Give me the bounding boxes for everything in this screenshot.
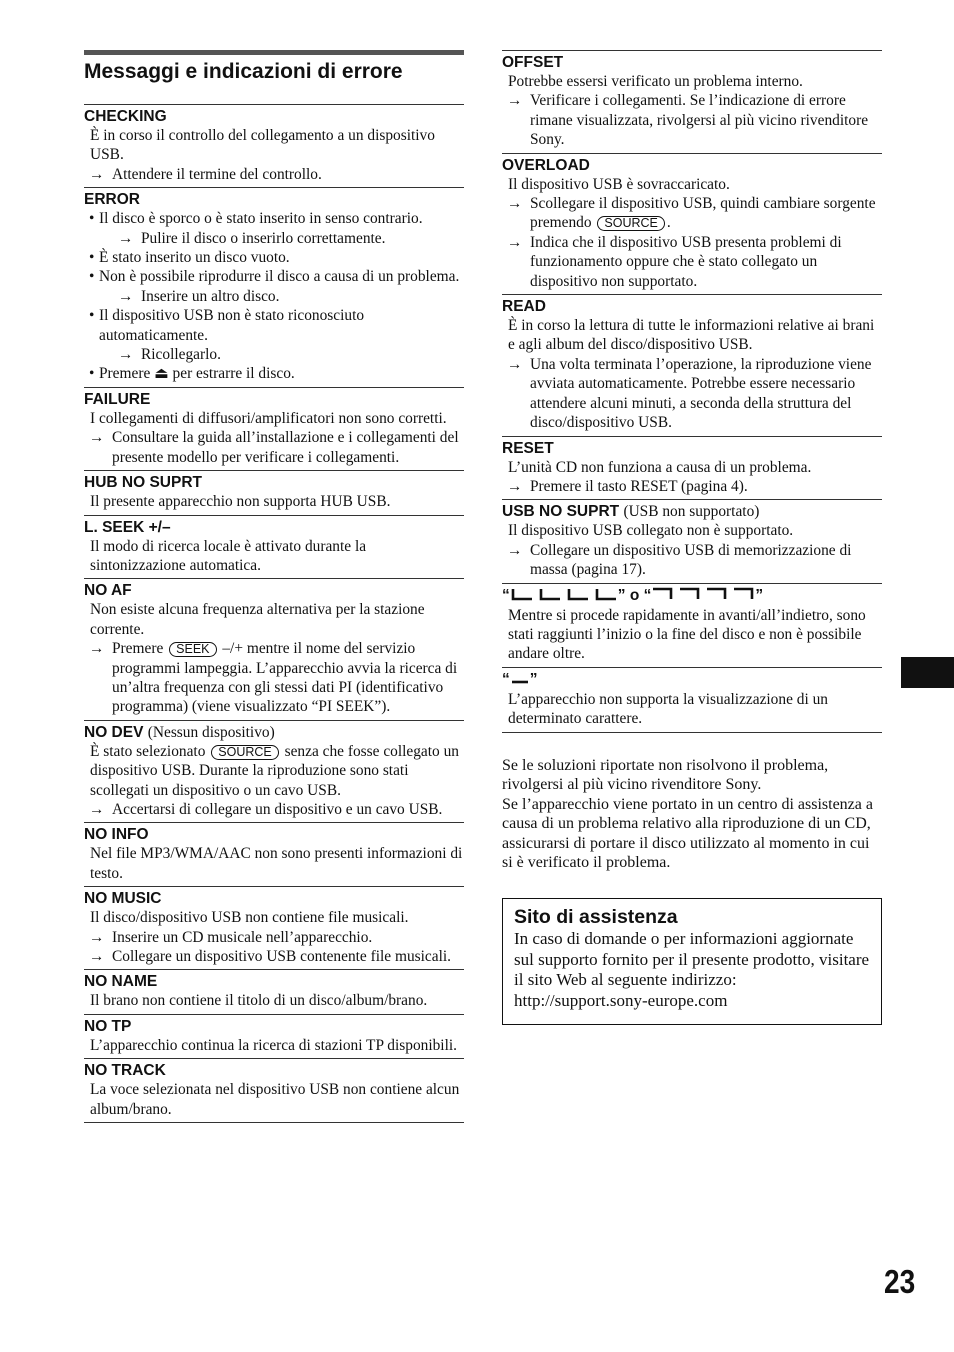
- entry-read: [502, 294, 882, 435]
- remedy-line: [502, 477, 882, 496]
- entry-offset: [502, 50, 882, 153]
- entry-reset: [502, 436, 882, 500]
- remedy-line: [84, 947, 464, 966]
- remedy-text: Premere il tasto RESET (pagina 4).: [530, 477, 748, 495]
- remedy-text: –/+ mentre il nome del servizio programmi lampeggia. L’apparecchio avvia la ricerca di un’altra frequenza con gli stessi dati PI (identificativo programma) (viene visualizzato “PI SEEK”).: [112, 640, 458, 716]
- bullet-icon: •: [89, 249, 95, 267]
- remedy-line: [84, 639, 464, 717]
- bullet-item: [84, 364, 464, 383]
- arrow-icon: →: [89, 640, 105, 658]
- remedy-text: Accertarsi di collegare un dispositivo e un cavo USB.: [112, 800, 443, 818]
- bullet-text: Non è possibile riprodurre il disco a causa di un problema.: [99, 268, 460, 286]
- entry-term: READ: [502, 298, 546, 316]
- remedy-line: [502, 91, 882, 149]
- bullet-text: È stato inserito un disco vuoto.: [99, 249, 290, 267]
- entry-no-music: [84, 886, 464, 969]
- remedy-text: Collegare un dispositivo USB contenente file musicali.: [112, 948, 451, 965]
- remedy-text: Inserire un altro disco.: [141, 287, 280, 305]
- entry-description: L’unità CD non funziona a causa di un problema.: [508, 458, 812, 476]
- source-button-label: SOURCE: [211, 745, 278, 760]
- lower-segments-icon: [510, 587, 618, 606]
- remedy-line: [502, 355, 882, 433]
- remedy-text: .: [666, 214, 671, 232]
- entry-description: L’apparecchio non supporta la visualizzazione di un determinato carattere.: [508, 690, 828, 728]
- entry-segment-indicators: [502, 583, 882, 667]
- bullet-item: [84, 267, 464, 306]
- entry-no-name: [84, 969, 464, 1013]
- entry-failure: [84, 387, 464, 470]
- arrow-icon: →: [89, 948, 105, 965]
- arrow-icon: →: [118, 287, 134, 305]
- entry-description: I collegamenti di diffusori/amplificatori non sono corretti.: [90, 409, 447, 427]
- remedy-text: Una volta terminata l’operazione, la riproduzione viene avviata automaticamente. Potrebbe essere necessario attendere alcuni minuti, a seconda della struttura del disco/dispositivo USB.: [530, 355, 872, 432]
- entry-term: CHECKING: [84, 108, 167, 125]
- arrow-icon: →: [507, 477, 523, 495]
- bullet-item: [84, 209, 464, 248]
- desc-text: senza che fosse collegato un dispositivo USB. Durante la riproduzione sono stati scollegati un dispositivo o un cavo USB.: [90, 742, 459, 799]
- support-body: In caso di domande o per informazioni aggiornate sul supporto fornito per il presente prodotto, visitare il sito Web al seguente indirizzo: http://support.sony-europe.com: [514, 929, 870, 1010]
- page-number: 23: [884, 1263, 916, 1300]
- remedy-line: [502, 541, 882, 580]
- arrow-icon: →: [507, 541, 523, 559]
- entry-no-info: [84, 822, 464, 886]
- remedy-line: [502, 194, 882, 233]
- remedy-line: [502, 233, 882, 291]
- bullet-text: per estrarre il disco.: [172, 365, 295, 383]
- entry-term: RESET: [502, 439, 554, 457]
- bullet-text: Premere: [99, 365, 151, 383]
- entry-usb-no-suprt: [502, 499, 882, 582]
- bullet-item: [84, 248, 464, 267]
- arrow-icon: →: [89, 928, 105, 946]
- entry-term: FAILURE: [84, 390, 151, 408]
- entry-term: OFFSET: [502, 54, 564, 71]
- entry-term: NO AF: [84, 582, 132, 600]
- remedy-line: [84, 428, 464, 467]
- bullet-text: Il disco è sporco o è stato inserito in senso contrario.: [99, 210, 423, 228]
- remedy-text: Verificare i collegamenti. Se l’indicazione di errore rimane visualizzata, rivolgersi al più vicino rivenditore Sony.: [530, 92, 869, 149]
- entry-overload: [502, 153, 882, 294]
- remedy-line: [99, 287, 464, 306]
- arrow-icon: →: [507, 355, 523, 373]
- entry-description: [84, 742, 464, 800]
- entry-term: HUB NO SUPRT: [84, 474, 202, 492]
- term-note: (Nessun dispositivo): [147, 723, 275, 741]
- entry-term: NO MUSIC: [84, 890, 162, 908]
- close-quote: ”: [755, 586, 764, 604]
- entry-term: [502, 502, 882, 521]
- entry-description: È in corso la lettura di tutte le informazioni relative ai brani e agli album del disco/dispositivo USB.: [508, 317, 875, 354]
- remedy-text: Attendere il termine del controllo.: [112, 165, 322, 183]
- or-word: o: [629, 586, 640, 604]
- entry-l-seek: [84, 515, 464, 579]
- closing-paragraph: Se l’apparecchio viene portato in un centro di assistenza a causa di un problema relativo alla riproduzione di un CD, assicurarsi di portare il disco utilizzato al momento in cui si è verificato il problema.: [502, 795, 873, 872]
- entry-no-tp: [84, 1014, 464, 1058]
- arrow-icon: →: [507, 233, 523, 251]
- entry-description: Nel file MP3/WMA/AAC non sono presenti informazioni di testo.: [90, 845, 463, 882]
- entry-error: [84, 187, 464, 387]
- entry-description: È in corso il controllo del collegamento a un dispositivo USB.: [90, 127, 435, 164]
- remedy-text: Premere: [112, 640, 164, 658]
- entry-description: Il disco/dispositivo USB non contiene file musicali.: [90, 909, 409, 927]
- entry-no-track: [84, 1058, 464, 1122]
- entry-term: L. SEEK +/–: [84, 518, 171, 536]
- bullet-text: Il dispositivo USB non è stato riconosciuto automaticamente.: [99, 307, 365, 344]
- close-quote: ”: [617, 586, 626, 604]
- entry-no-dev: [84, 720, 464, 823]
- entry-description: Non esiste alcuna frequenza alternativa per la stazione corrente.: [90, 601, 425, 638]
- entry-description: La voce selezionata nel dispositivo USB non contiene alcun album/brano.: [90, 1081, 460, 1118]
- remedy-line: [84, 928, 464, 947]
- open-quote: “: [502, 586, 510, 604]
- error-list-left: [84, 104, 464, 1123]
- entry-description: Il presente apparecchio non supporta HUB USB.: [90, 493, 391, 511]
- support-box: [502, 898, 882, 1025]
- bullet-icon: •: [89, 307, 95, 325]
- bullet-icon: •: [89, 268, 95, 286]
- entry-description: Il dispositivo USB collegato non è supportato.: [508, 522, 794, 540]
- error-list-right: [502, 50, 882, 733]
- remedy-text: Indica che il dispositivo USB presenta problemi di funzionamento oppure che è stato collegato un dispositivo non supportato.: [530, 233, 842, 290]
- remedy-line: [99, 229, 464, 248]
- entry-term: NO NAME: [84, 973, 158, 991]
- entry-term: ERROR: [84, 191, 140, 209]
- entry-underscore-indicator: [502, 667, 882, 732]
- entry-term: [502, 586, 882, 606]
- arrow-icon: →: [89, 165, 105, 183]
- entry-term: NO TP: [84, 1017, 132, 1035]
- upper-segments-icon: [651, 587, 755, 606]
- arrow-icon: →: [507, 92, 523, 110]
- term-code: NO DEV: [84, 723, 144, 741]
- entry-description: Mentre si procede rapidamente in avanti/all’indietro, sono stati raggiunti l’inizio o la fine del disco e non è possibile andare oltre.: [508, 606, 866, 663]
- open-quote: “: [643, 586, 652, 604]
- entry-term: [84, 723, 464, 742]
- arrow-icon: →: [89, 429, 105, 447]
- remedy-text: Scollegare il dispositivo USB, quindi cambiare sorgente premendo: [530, 195, 876, 232]
- close-quote: ”: [529, 670, 538, 688]
- bullet-icon: •: [89, 365, 95, 383]
- entry-no-af: [84, 578, 464, 719]
- entry-description: Il dispositivo USB è sovraccaricato.: [508, 175, 730, 193]
- remedy-text: Pulire il disco o inserirlo correttamente.: [141, 229, 386, 247]
- remedy-text: Inserire un CD musicale nell’apparecchio.: [112, 928, 373, 946]
- remedy-line: [99, 345, 464, 364]
- support-title: Sito di assistenza: [514, 906, 678, 928]
- bullet-icon: •: [89, 210, 95, 228]
- term-note: (USB non supportato): [623, 503, 760, 521]
- entry-hub-no-suprt: [84, 470, 464, 514]
- arrow-icon: →: [507, 195, 523, 213]
- entry-description: Il modo di ricerca locale è attivato durante la sintonizzazione automatica.: [90, 537, 367, 574]
- underscore-segment-icon: [510, 671, 530, 690]
- closing-paragraph: Se le soluzioni riportate non risolvono il problema, rivolgersi al più vicino rivenditore Sony.: [502, 757, 829, 794]
- remedy-line: [84, 800, 464, 819]
- entry-term: NO TRACK: [84, 1062, 166, 1080]
- source-button-label: SOURCE: [597, 216, 664, 231]
- bullet-item: [84, 306, 464, 364]
- entry-checking: [84, 104, 464, 187]
- arrow-icon: →: [118, 346, 134, 364]
- entry-term: OVERLOAD: [502, 156, 590, 174]
- open-quote: “: [502, 670, 510, 688]
- language-tab-marker: [901, 657, 954, 688]
- arrow-icon: →: [89, 800, 105, 818]
- entry-description: L’apparecchio continua la ricerca di stazioni TP disponibili.: [90, 1036, 457, 1054]
- entry-description: Il brano non contiene il titolo di un disco/album/brano.: [90, 992, 428, 1010]
- entry-description: Potrebbe essersi verificato un problema interno.: [508, 73, 803, 90]
- seek-button-label: SEEK: [169, 642, 216, 657]
- entry-term: NO INFO: [84, 826, 149, 844]
- section-title: Messaggi e indicazioni di errore: [84, 50, 464, 85]
- desc-text: È stato selezionato: [90, 742, 206, 760]
- term-code: USB NO SUPRT: [502, 503, 620, 521]
- remedy-text: Ricollegarlo.: [141, 346, 221, 364]
- arrow-icon: →: [118, 229, 134, 247]
- remedy-text: Collegare un dispositivo USB di memorizzazione di massa (pagina 17).: [530, 541, 852, 579]
- closing-text: [502, 756, 882, 872]
- eject-icon: ⏏: [154, 365, 169, 383]
- entry-term: [502, 670, 882, 690]
- remedy-text: Consultare la guida all’installazione e i collegamenti del presente modello per verificare i collegamenti.: [112, 429, 459, 466]
- remedy-line: [84, 165, 464, 184]
